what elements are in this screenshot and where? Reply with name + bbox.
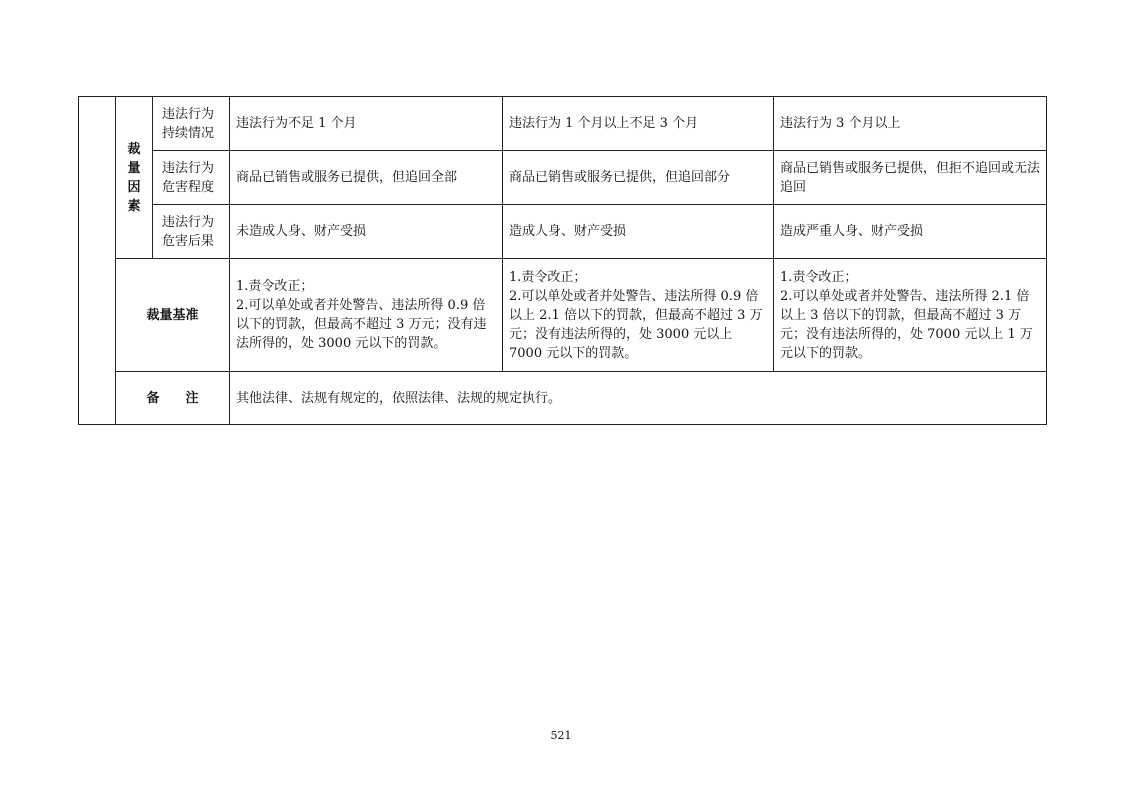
remarks-label — [116, 372, 230, 425]
level-cell: 未造成人身、财产受损 — [230, 205, 503, 259]
factor-label-harm-degree: 违法行为 危害程度 — [153, 151, 230, 205]
basis-line: 1.责令改正； — [509, 269, 587, 285]
discretion-factors-label — [116, 97, 153, 259]
basis-line: 1.责令改正； — [780, 269, 858, 285]
discretion-standard-table — [78, 96, 1047, 425]
basis-cell — [503, 259, 774, 372]
factor-label-duration: 违法行为 持续情况 — [153, 97, 230, 151]
level-cell: 造成严重人身、财产受损 — [774, 205, 1047, 259]
basis-cell — [774, 259, 1047, 372]
factor-row-harm-consequence — [79, 205, 1047, 259]
basis-label: 裁量基准 — [116, 259, 230, 372]
basis-line: 2.可以单处或者并处警告、违法所得 2.1 倍以上 3 倍以下的罚款，但最高不超过 3 万元；没有违法所得的，处 7000 元以上 1 万元以下的罚款。 — [780, 288, 1033, 361]
factor-label-harm-consequence: 违法行为 危害后果 — [153, 205, 230, 259]
basis-line: 1.责令改正； — [236, 279, 314, 294]
basis-row — [79, 259, 1047, 372]
remarks-label-char: 注 — [185, 390, 199, 406]
factors-title-char: 裁 — [127, 141, 141, 157]
factor-row-duration — [79, 97, 1047, 151]
level-cell: 商品已销售或服务已提供，但拒不追回或无法追回 — [774, 151, 1047, 205]
remarks-row — [79, 372, 1047, 425]
basis-cell — [230, 259, 503, 372]
factors-title-char: 量 — [127, 160, 141, 176]
level-cell: 违法行为不足 1 个月 — [230, 97, 503, 151]
level-cell: 商品已销售或服务已提供，但追回部分 — [503, 151, 774, 205]
factors-title-char: 因 — [127, 179, 141, 195]
level-cell: 造成人身、财产受损 — [503, 205, 774, 259]
remarks-label-char: 备 — [146, 390, 160, 406]
level-cell: 商品已销售或服务已提供，但追回全部 — [230, 151, 503, 205]
basis-line: 2.可以单处或者并处警告、违法所得 0.9 倍以上 2.1 倍以下的罚款，但最高不超过 3 万元；没有违法所得的，处 3000 元以上 7000 元以下的罚款。 — [509, 288, 763, 361]
basis-line: 2.可以单处或者并处警告、违法所得 0.9 倍以下的罚款，但最高不超过 3 万元；没有违法所得的，处 3000 元以下的罚款。 — [236, 298, 487, 351]
factor-row-harm-degree — [79, 151, 1047, 205]
level-cell: 违法行为 1 个月以上不足 3 个月 — [503, 97, 774, 151]
left-blank-column — [79, 97, 116, 425]
factors-title-char: 素 — [127, 198, 141, 214]
remarks-text: 其他法律、法规有规定的，依照法律、法规的规定执行。 — [230, 372, 1047, 425]
page-number: 521 — [550, 729, 572, 742]
level-cell: 违法行为 3 个月以上 — [774, 97, 1047, 151]
